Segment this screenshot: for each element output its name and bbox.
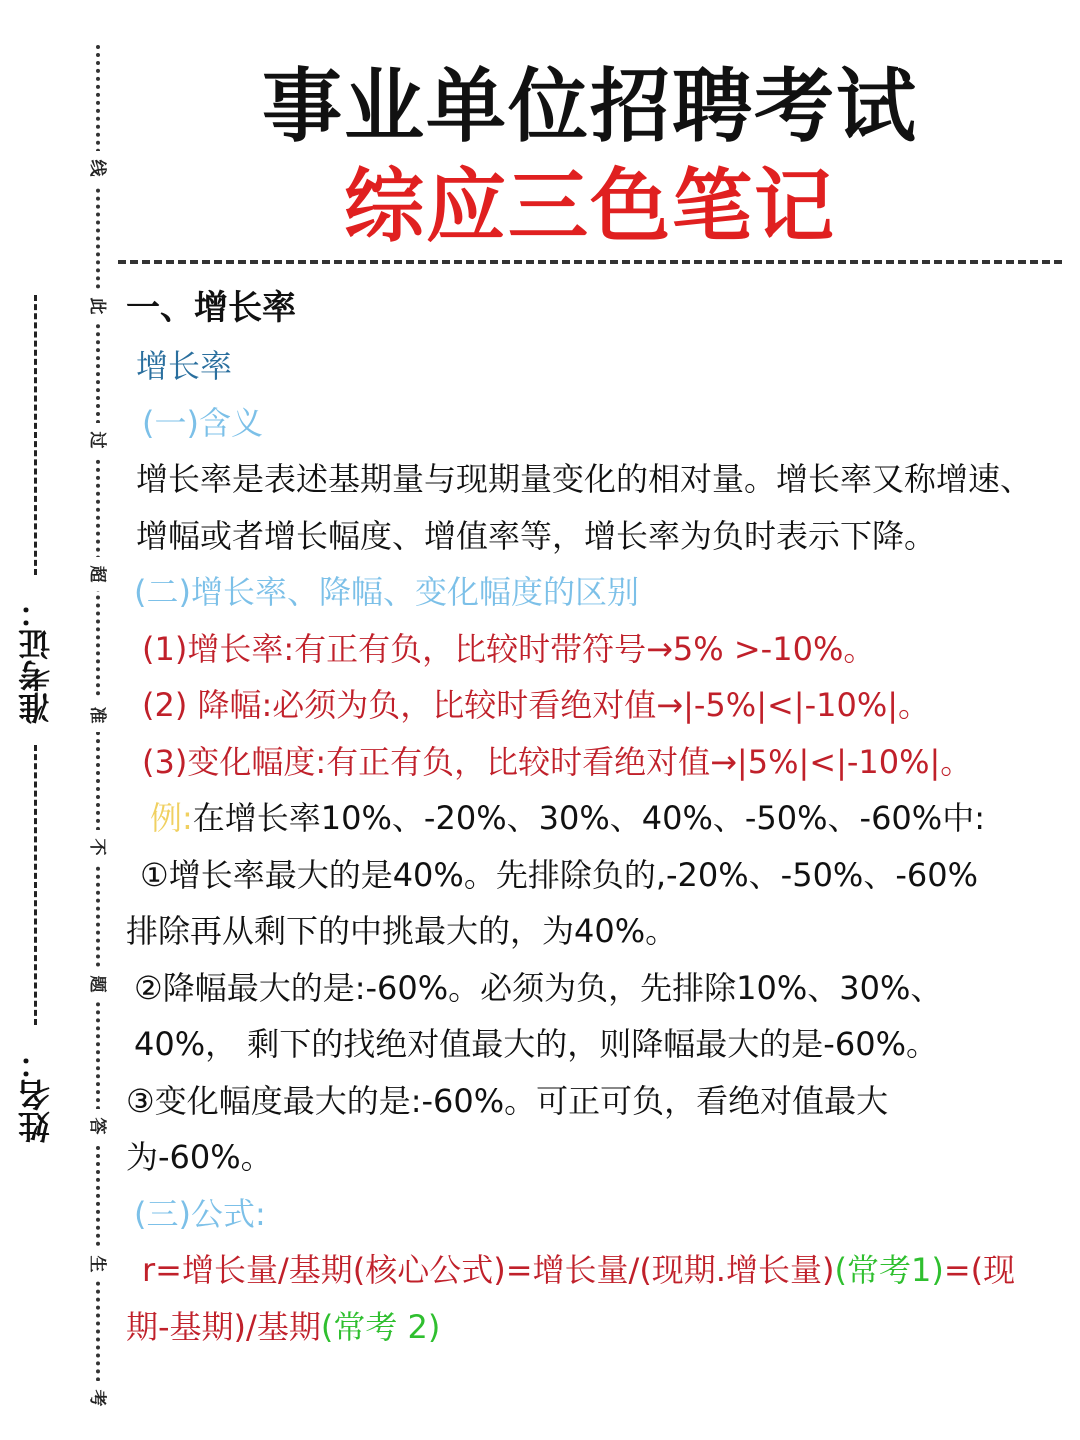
formula-line-2	[126, 1299, 1046, 1356]
binding-margin-chars	[80, 0, 114, 1440]
margin-char: 过	[87, 423, 107, 457]
section-title: 一、增长率	[126, 288, 296, 328]
page-title: 事业单位招聘考试	[262, 59, 918, 153]
exam-id-blank	[34, 295, 37, 575]
margin-char: 准	[87, 698, 107, 732]
answer-3-line-1: ③变化幅度最大的是:-60%。可正可负，看绝对值最大	[126, 1081, 889, 1120]
notes-content	[126, 278, 1046, 1355]
margin-char: 线	[87, 151, 107, 185]
example-label: 例:	[150, 799, 193, 837]
margin-char: 此	[87, 289, 107, 323]
margin-char: 生	[87, 1247, 107, 1281]
answer-1-line-2: 排除再从剩下的中挑最大的，为40%。	[126, 912, 678, 950]
rule-growth-rate: (1)增长率:有正有负，比较时带符号→5% >-10%。	[142, 629, 876, 668]
answer-1-line-1: ①增长率最大的是40%。先排除负的,-20%、-50%、-60%	[140, 855, 979, 894]
example-text: 在增长率10%、-20%、30%、40%、-50%、-60%中:	[192, 799, 985, 837]
header-divider	[118, 260, 1062, 264]
difference-heading: (二)增长率、降幅、变化幅度的区别	[134, 573, 639, 611]
binding-labels	[0, 0, 70, 1440]
formula-note-2: (常考 2)	[320, 1307, 441, 1346]
formula-note-1: (常考1)	[834, 1251, 944, 1289]
rule-change-range: (3)变化幅度:有正有负，比较时看绝对值→|5%|<|-10%|。	[142, 742, 973, 781]
formula-part-1: r=增长量/基期(核心公式)=增长量/(现期.增长量)	[142, 1251, 835, 1289]
name-label: 姓名：	[17, 1047, 55, 1143]
answer-3-line-2: 为-60%。	[126, 1138, 273, 1176]
margin-char: 考	[87, 1381, 107, 1415]
margin-char: 超	[87, 557, 107, 591]
margin-char: 题	[87, 967, 107, 1001]
name-blank	[34, 745, 37, 1025]
answer-2-line-2: 40%， 剩下的找绝对值最大的，则降幅最大的是-60%。	[134, 1025, 938, 1063]
formula-part-2: =(现	[943, 1251, 1016, 1289]
topic-heading: 增长率	[136, 347, 233, 385]
formula-part-3: 期-基期)/基期	[126, 1307, 321, 1346]
formula-heading: (三)公式:	[134, 1194, 266, 1233]
answer-2-line-1: ②降幅最大的是:-60%。必须为负，先排除10%、30%、	[134, 968, 943, 1007]
margin-char: 不	[87, 830, 107, 864]
meaning-heading: (一)含义	[142, 403, 263, 442]
margin-char: 答	[87, 1109, 107, 1143]
rule-decline: (2) 降幅:必须为负，比较时看绝对值→|-5%|<|-10%|。	[142, 686, 931, 724]
example-line	[126, 790, 1046, 847]
page-subtitle: 综应三色笔记	[344, 159, 836, 253]
exam-id-label: 准考证：	[17, 596, 55, 724]
meaning-text: 增长率是表述基期量与现期量变化的相对量。增长率又称增速、增幅或者增长幅度、增值率等，增长率为负时表示下降。	[136, 460, 1033, 555]
formula-line-1	[126, 1242, 1046, 1299]
